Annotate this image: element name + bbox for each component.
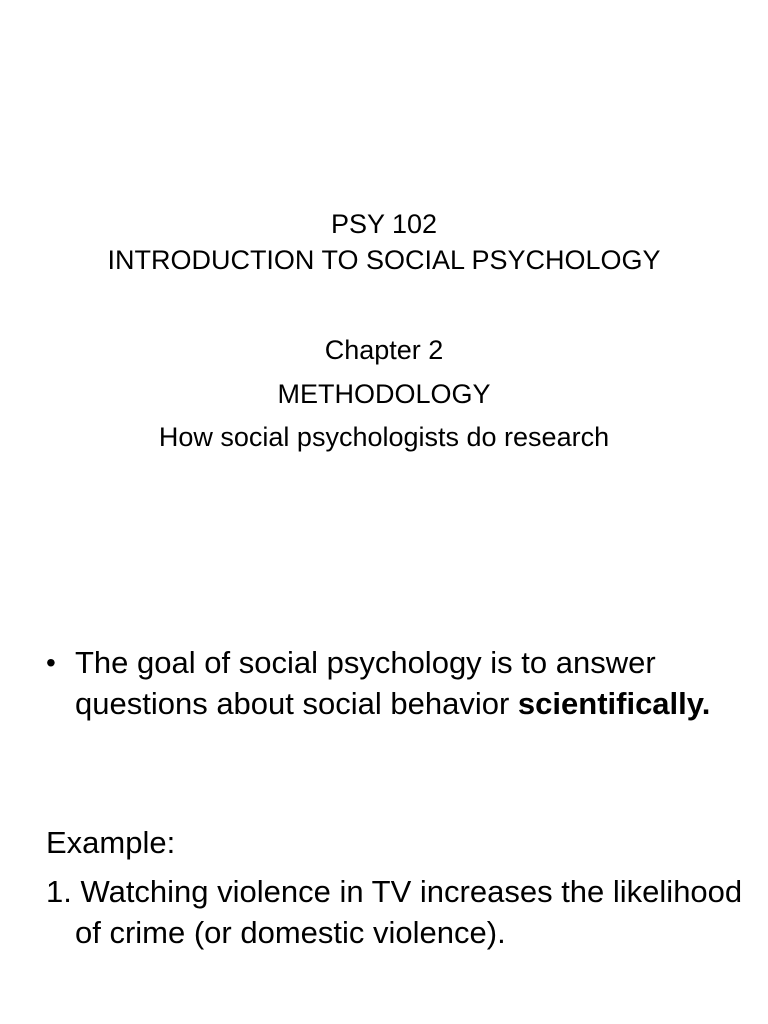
numbered-item: [46, 871, 746, 953]
course-title: INTRODUCTION TO SOCIAL PSYCHOLOGY: [107, 245, 661, 275]
example-label: Example:: [46, 825, 176, 860]
bullet-dot-icon: •: [46, 647, 56, 678]
bullet-text-plain: The goal of social psychology is to answer questions about social behavior: [75, 645, 656, 721]
bullet-point: [46, 642, 746, 724]
course-code: PSY 102: [330, 209, 438, 239]
item-text-content: 1. Watching violence in TV increases the likelihood of crime (or domestic violence).: [46, 874, 743, 950]
chapter-number: Chapter 2: [324, 335, 444, 365]
item-text: [46, 871, 746, 953]
chapter-subtitle: How social psychologists do research: [158, 422, 610, 452]
chapter-topic: METHODOLOGY: [277, 379, 491, 409]
bullet-text-bold: scientifically.: [517, 686, 711, 721]
bullet-text: [75, 642, 746, 724]
